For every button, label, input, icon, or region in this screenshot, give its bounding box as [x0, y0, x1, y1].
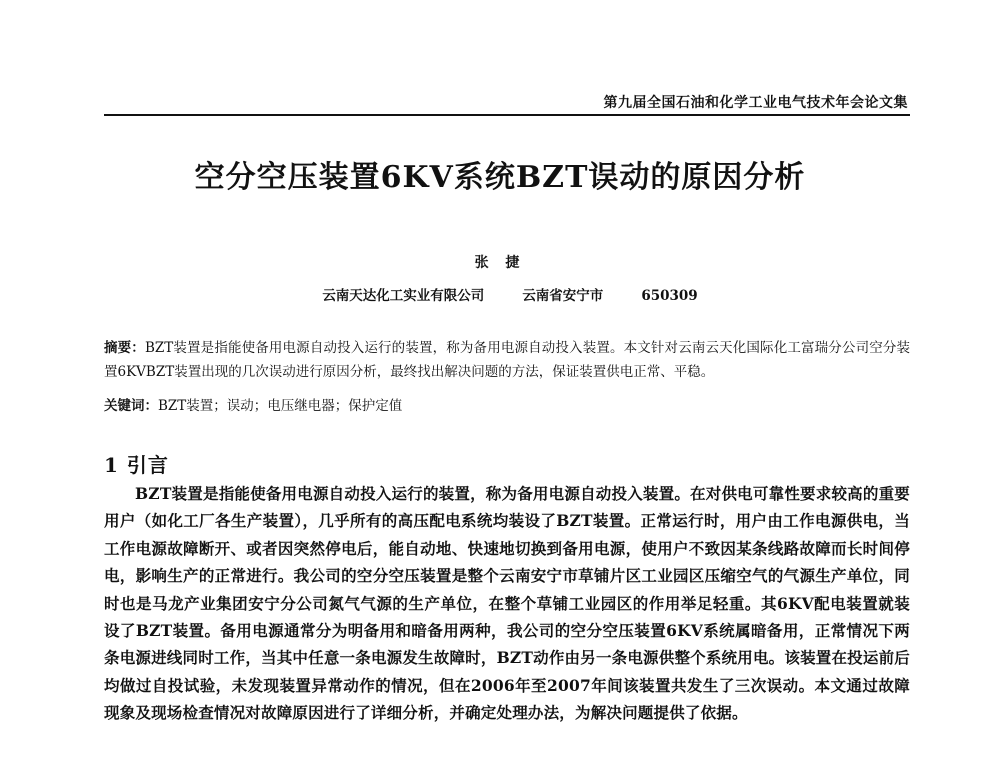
abstract-label: 摘要：	[104, 340, 145, 356]
author-name: 张 捷	[474, 255, 526, 271]
running-header: 第九届全国石油和化学工业电气技术年会论文集	[603, 95, 908, 111]
keywords-text: BZT装置；误动；电压继电器；保护定值	[158, 398, 403, 414]
affiliation	[250, 284, 770, 304]
keywords	[104, 394, 910, 418]
header-rule	[104, 114, 910, 116]
abstract	[104, 336, 910, 384]
section-heading-introduction: 1 引言	[104, 453, 169, 477]
paper-title: 空分空压装置6KV系统BZT误动的原因分析	[194, 160, 806, 195]
abstract-text: BZT装置是指能使备用电源自动投入运行的装置，称为备用电源自动投入装置。本文针对云南云天化国际化工富瑞分公司空分装置6KVBZT装置出现的几次误动进行原因分析，最终找出解决问题的方法，保证装置供电正常、平稳。	[104, 340, 910, 380]
affiliation-location: 云南省安宁市	[522, 288, 604, 304]
keywords-label: 关键词：	[104, 398, 158, 414]
affiliation-postcode: 650309	[641, 288, 698, 304]
affiliation-organization: 云南天达化工实业有限公司	[322, 288, 485, 304]
introduction-paragraph: BZT装置是指能使备用电源自动投入运行的装置，称为备用电源自动投入装置。在对供电可靠性要求较高的重要用户（如化工厂各生产装置），几乎所有的高压配电系统均装设了BZT装置。正常运行时，用户由工作电源供电，当工作电源故障断开、或者因突然停电后，能自动地、快速地切换到备用电源，使用户不致因某条线路故障而长时间停电，影响生产的正常进行。我公司的空分空压装置是整个云南安宁市草铺片区工业园区压缩空气的气源生产单位，同时也是马龙产业集团安宁分公司氮气气源的生产单位，在整个草铺工业园区的作用举足轻重。其6KV配电装置就装设了BZT装置。备用电源通常分为明备用和暗备用两种，我公司的空分空压装置6KV系统属暗备用，正常情况下两条电源进线同时工作，当其中任意一条电源发生故障时，BZT动作由另一条电源供整个系统用电。该装置在投运前后均做过自投试验，未发现装置异常动作的情况，但在2006年至2007年间该装置共发生了三次误动。本文通过故障现象及现场检查情况对故障原因进行了详细分析，并确定处理办法，为解决问题提供了依据。	[104, 484, 910, 723]
